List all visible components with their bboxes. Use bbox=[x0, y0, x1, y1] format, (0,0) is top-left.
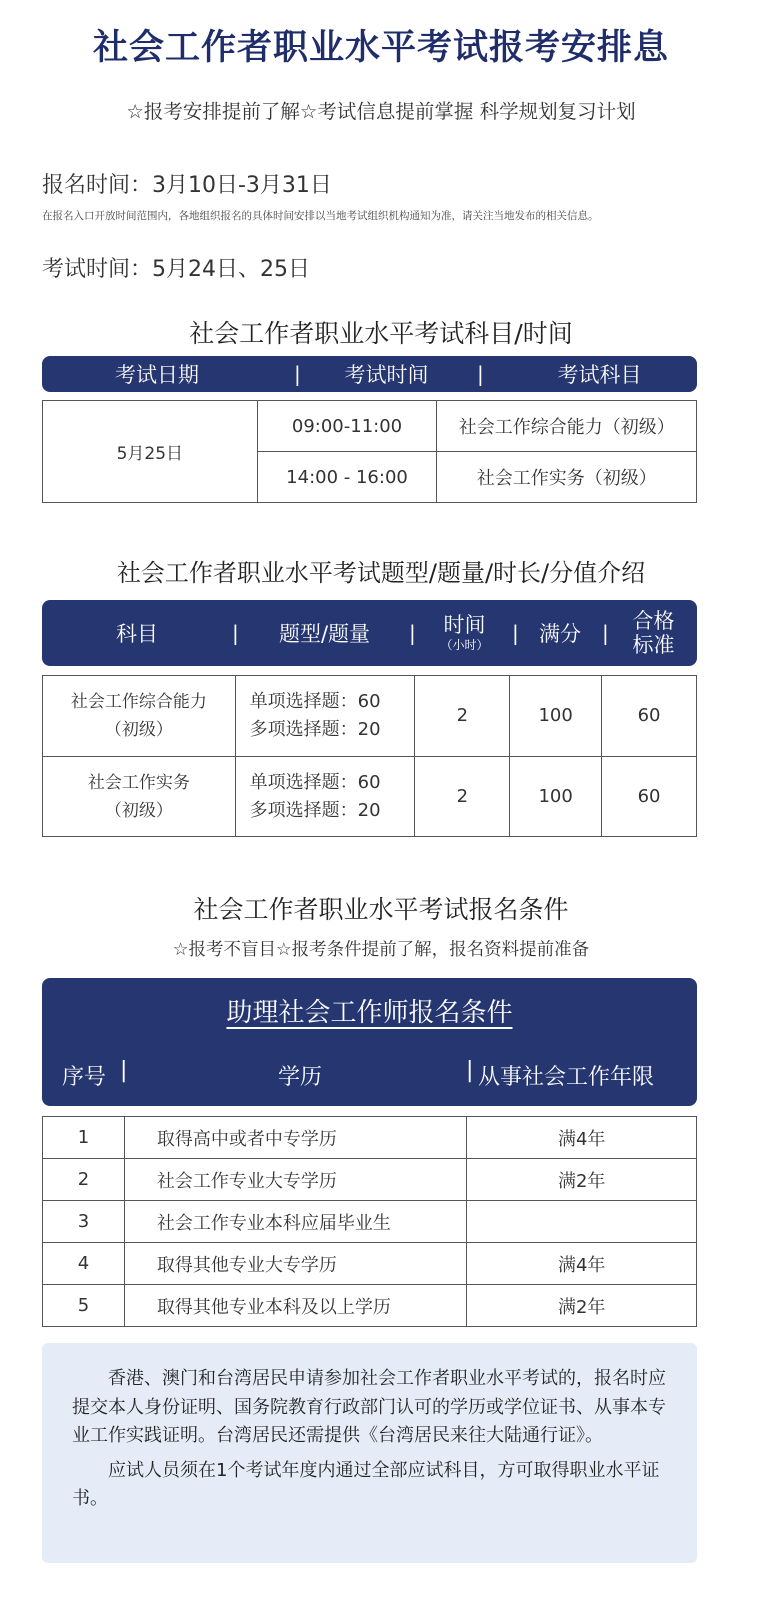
conditions-edu-cell: 社会工作专业大专学历 bbox=[124, 1159, 466, 1201]
header-separator: | bbox=[512, 621, 519, 645]
format-subject-line1: 社会工作综合能力 bbox=[70, 692, 207, 712]
format-subject-line1: 社会工作实务 bbox=[87, 772, 190, 793]
conditions-header-edu: 学历 bbox=[277, 1065, 322, 1090]
conditions-years-cell: 满2年 bbox=[467, 1159, 697, 1201]
format-section-title: 社会工作者职业水平考试题型/题量/时长/分值介绍 bbox=[116, 559, 646, 587]
conditions-edu-cell: 取得其他专业大专学历 bbox=[124, 1243, 466, 1285]
page-subtitle: ☆报考安排提前了解☆考试信息提前掌握 科学规划复习计划 bbox=[126, 100, 636, 123]
schedule-header-time: 考试时间 bbox=[344, 363, 429, 387]
conditions-edu-cell: 取得其他专业本科及以上学历 bbox=[124, 1285, 466, 1327]
table-row bbox=[43, 1117, 697, 1159]
format-header-pass bbox=[610, 600, 697, 666]
header-separator: | bbox=[232, 621, 239, 645]
schedule-date-cell: 5月25日 bbox=[43, 401, 258, 503]
conditions-section-title: 社会工作者职业水平考试报名条件 bbox=[193, 895, 569, 924]
format-type-line2: 多项选择题：20 bbox=[249, 799, 381, 821]
table-row bbox=[43, 1243, 697, 1285]
conditions-years-cell: 满4年 bbox=[467, 1117, 697, 1159]
format-header-time bbox=[417, 600, 512, 666]
format-header-type: 题型/题量 bbox=[278, 622, 371, 646]
conditions-table bbox=[42, 1116, 697, 1327]
info-box bbox=[42, 1343, 697, 1563]
format-full-cell: 100 bbox=[510, 757, 602, 837]
table-row bbox=[43, 676, 697, 757]
schedule-header-bar bbox=[42, 356, 697, 392]
format-header-time-label: 时间 bbox=[443, 613, 486, 637]
table-row bbox=[43, 1285, 697, 1327]
format-pass-cell: 60 bbox=[602, 676, 697, 757]
conditions-years-cell: 满2年 bbox=[467, 1285, 697, 1327]
format-header-pass-line1: 合格 bbox=[632, 609, 675, 633]
header-separator: | bbox=[294, 362, 301, 386]
conditions-no-cell: 3 bbox=[43, 1201, 125, 1243]
conditions-no-cell: 4 bbox=[43, 1243, 125, 1285]
format-type-cell bbox=[235, 757, 415, 837]
conditions-years-cell bbox=[467, 1201, 697, 1243]
table-row bbox=[43, 757, 697, 837]
conditions-no-cell: 5 bbox=[43, 1285, 125, 1327]
conditions-years-cell: 满4年 bbox=[467, 1243, 697, 1285]
exam-time: 考试时间：5月24日、25日 bbox=[42, 257, 310, 282]
header-separator: | bbox=[602, 621, 609, 645]
schedule-header-date: 考试日期 bbox=[115, 363, 199, 387]
format-type-cell bbox=[235, 676, 415, 757]
format-header-score: 满分 bbox=[539, 622, 581, 646]
format-subject-cell bbox=[43, 757, 236, 837]
format-subject-line2: （初级） bbox=[104, 720, 173, 740]
info-paragraph-2: 应试人员须在1个考试年度内通过全部应试科目，方可取得职业水平证书。 bbox=[72, 1459, 660, 1509]
table-row bbox=[43, 1201, 697, 1243]
info-paragraph-1: 香港、澳门和台湾居民申请参加社会工作者职业水平考试的，报名时应提交本人身份证明、国务院教育行政部门认可的学历或学位证书、从事本专业工作实践证明。台湾居民还需提供《台湾居民来往大陆通行证》。 bbox=[72, 1368, 666, 1446]
conditions-subtitle: ☆报考不盲目☆报考条件提前了解，报名资料提前准备 bbox=[172, 940, 590, 960]
format-table bbox=[42, 675, 697, 837]
format-type-line2: 多项选择题：20 bbox=[249, 719, 381, 740]
conditions-header-no: 序号 bbox=[62, 1065, 107, 1090]
conditions-panel-title: 助理社会工作师报名条件 bbox=[226, 998, 513, 1028]
header-separator: | bbox=[120, 1058, 128, 1083]
format-subject-cell bbox=[43, 676, 236, 757]
conditions-edu-cell: 社会工作专业本科应届毕业生 bbox=[124, 1201, 466, 1243]
conditions-no-cell: 1 bbox=[43, 1117, 125, 1159]
header-separator: | bbox=[477, 362, 484, 386]
format-hours-cell: 2 bbox=[415, 757, 510, 837]
format-hours-cell: 2 bbox=[415, 676, 510, 757]
format-pass-cell: 60 bbox=[602, 757, 697, 837]
header-separator: | bbox=[409, 621, 416, 645]
registration-time: 报名时间：3月10日-3月31日 bbox=[42, 173, 332, 198]
format-subject-line2: （初级） bbox=[104, 800, 173, 821]
schedule-subject-cell: 社会工作综合能力（初级） bbox=[437, 401, 697, 452]
header-separator: | bbox=[466, 1058, 474, 1083]
format-header-bar bbox=[42, 600, 697, 666]
conditions-no-cell: 2 bbox=[43, 1159, 125, 1201]
schedule-table bbox=[42, 400, 697, 503]
format-header-time-unit: （小时） bbox=[440, 638, 489, 652]
format-type-line1: 单项选择题：60 bbox=[249, 691, 381, 712]
conditions-panel bbox=[42, 978, 697, 1106]
format-header-pass-line2: 标准 bbox=[632, 633, 675, 657]
schedule-subject-cell: 社会工作实务（初级） bbox=[437, 452, 697, 503]
registration-note: 在报名入口开放时间范围内，各地组织报名的具体时间安排以当地考试组织机构通知为准，请关注当地发布的相关信息。 bbox=[42, 210, 599, 222]
format-full-cell: 100 bbox=[510, 676, 602, 757]
conditions-edu-cell: 取得高中或者中专学历 bbox=[124, 1117, 466, 1159]
schedule-time-cell: 14:00 - 16:00 bbox=[257, 452, 437, 503]
schedule-section-title: 社会工作者职业水平考试科目/时间 bbox=[189, 319, 573, 348]
schedule-header-subject: 考试科目 bbox=[557, 363, 642, 387]
table-row bbox=[43, 1159, 697, 1201]
page-title: 社会工作者职业水平考试报考安排息 bbox=[92, 27, 669, 68]
schedule-time-cell: 09:00-11:00 bbox=[257, 401, 437, 452]
format-header-subject: 科目 bbox=[116, 622, 158, 646]
conditions-header-years: 从事社会工作年限 bbox=[478, 1065, 655, 1090]
format-type-line1: 单项选择题：60 bbox=[249, 771, 381, 793]
